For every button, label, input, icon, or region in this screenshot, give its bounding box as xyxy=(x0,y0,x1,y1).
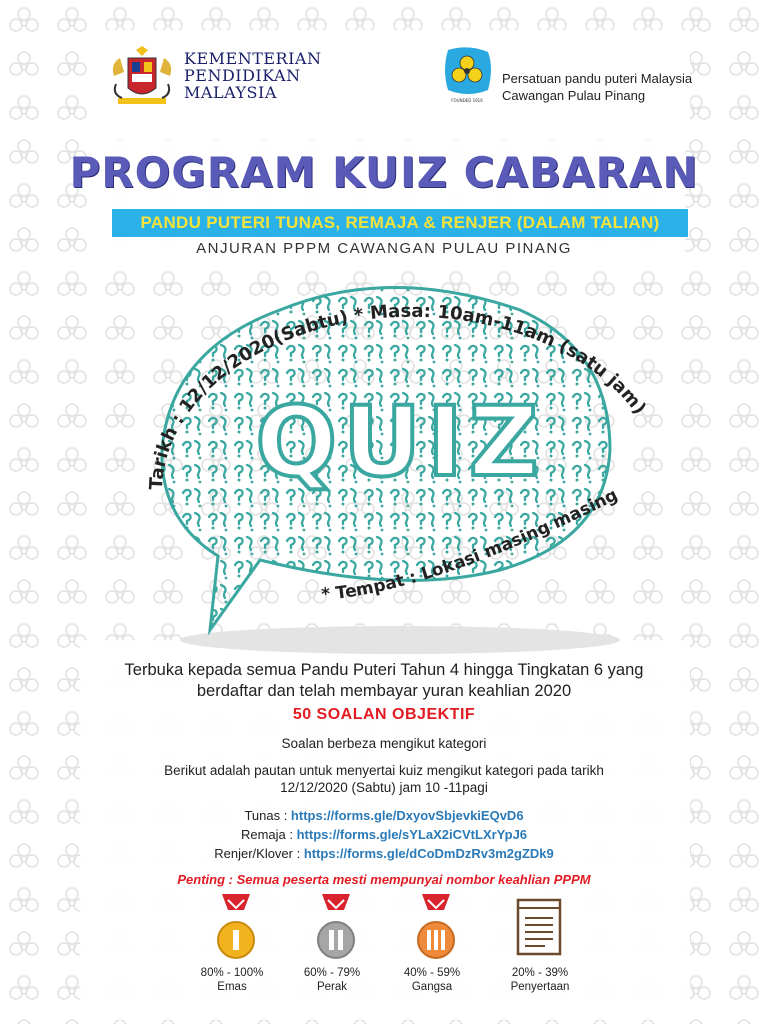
category-note: Soalan berbeza mengikut kategori xyxy=(281,736,487,751)
location-text: * Tempat : Lokasi masing masing xyxy=(320,485,621,606)
eligibility-line-1: Terbuka kepada semua Pandu Puteri Tahun 4 hingga Tingkatan 6 yang xyxy=(124,661,644,679)
ministry-line-1: KEMENTERIAN xyxy=(184,49,322,68)
pppm-logo-icon xyxy=(440,44,494,106)
eligibility-line-2: berdaftar dan telah membayar yuran keahlian 2020 xyxy=(196,682,572,700)
gold-medal-icon xyxy=(208,892,264,962)
award-range: 80% - 100% xyxy=(200,967,264,979)
question-count: 50 SOALAN OBJEKTIF xyxy=(292,706,476,723)
category-banner: PANDU PUTERI TUNAS, REMAJA & RENJER (DALAM TALIAN) xyxy=(112,209,688,237)
tunas-form-link[interactable]: https://forms.gle/DxyovSbjevkiEQvD6 xyxy=(290,808,524,823)
links-intro-line-2: 12/12/2020 (Sabtu) jam 10 -11pagi xyxy=(280,780,488,795)
logo-caption: FOUNDED 1916 xyxy=(451,98,483,103)
certificate-icon xyxy=(512,896,568,966)
membership-notice: Penting : Semua peserta mesti mempunyai nombor keahlian PPPM xyxy=(177,872,591,887)
link-row-tunas xyxy=(0,808,768,823)
eligibility-text xyxy=(0,660,768,702)
links-intro-line-1: Berikut adalah pautan untuk menyertai kuiz mengikut kategori pada tarikh xyxy=(164,763,604,778)
org-line-1: Persatuan pandu puteri Malaysia xyxy=(502,71,693,86)
quiz-word: QUIZ xyxy=(255,386,545,498)
award-name: Gangsa xyxy=(411,981,453,993)
remaja-form-link[interactable]: https://forms.gle/sYLaX2iCVtLXrYpJ6 xyxy=(296,827,528,842)
organisation-name xyxy=(502,70,692,104)
award-name: Emas xyxy=(217,981,247,993)
organizer-line: ANJURAN PPPM CAWANGAN PULAU PINANG xyxy=(196,240,572,257)
award-bronze xyxy=(382,966,482,994)
ministry-line-2: PENDIDIKAN xyxy=(184,66,301,85)
date-time-text: Tarikh : 12/12/2020(Sabtu) * Masa: 10am-11am (satu jam) xyxy=(145,300,651,491)
link-label: Tunas : xyxy=(244,808,291,823)
renjer-form-link[interactable]: https://forms.gle/dCoDmDzRv3m2gZDk9 xyxy=(303,846,554,861)
award-range: 40% - 59% xyxy=(403,967,461,979)
links-intro xyxy=(0,762,768,796)
ministry-line-3: MALAYSIA xyxy=(184,83,277,102)
bronze-medal-icon xyxy=(408,892,464,962)
award-range: 20% - 39% xyxy=(511,967,569,979)
silver-medal-icon xyxy=(308,892,364,962)
award-range: 60% - 79% xyxy=(303,967,361,979)
malaysia-coat-of-arms-icon xyxy=(104,46,180,112)
org-line-2: Cawangan Pulau Pinang xyxy=(502,88,646,103)
award-gold xyxy=(182,966,282,994)
award-participation xyxy=(490,966,590,994)
award-name: Perak xyxy=(316,981,348,993)
award-silver xyxy=(282,966,382,994)
link-label: Remaja : xyxy=(240,827,297,842)
link-row-renjer xyxy=(0,846,768,861)
award-name: Penyertaan xyxy=(510,981,570,993)
quiz-speech-bubble-graphic xyxy=(100,270,680,670)
ministry-name xyxy=(184,50,321,101)
link-row-remaja xyxy=(0,827,768,842)
link-label: Renjer/Klover : xyxy=(214,846,304,861)
page-title: PROGRAM KUIZ CABARAN xyxy=(69,148,699,197)
